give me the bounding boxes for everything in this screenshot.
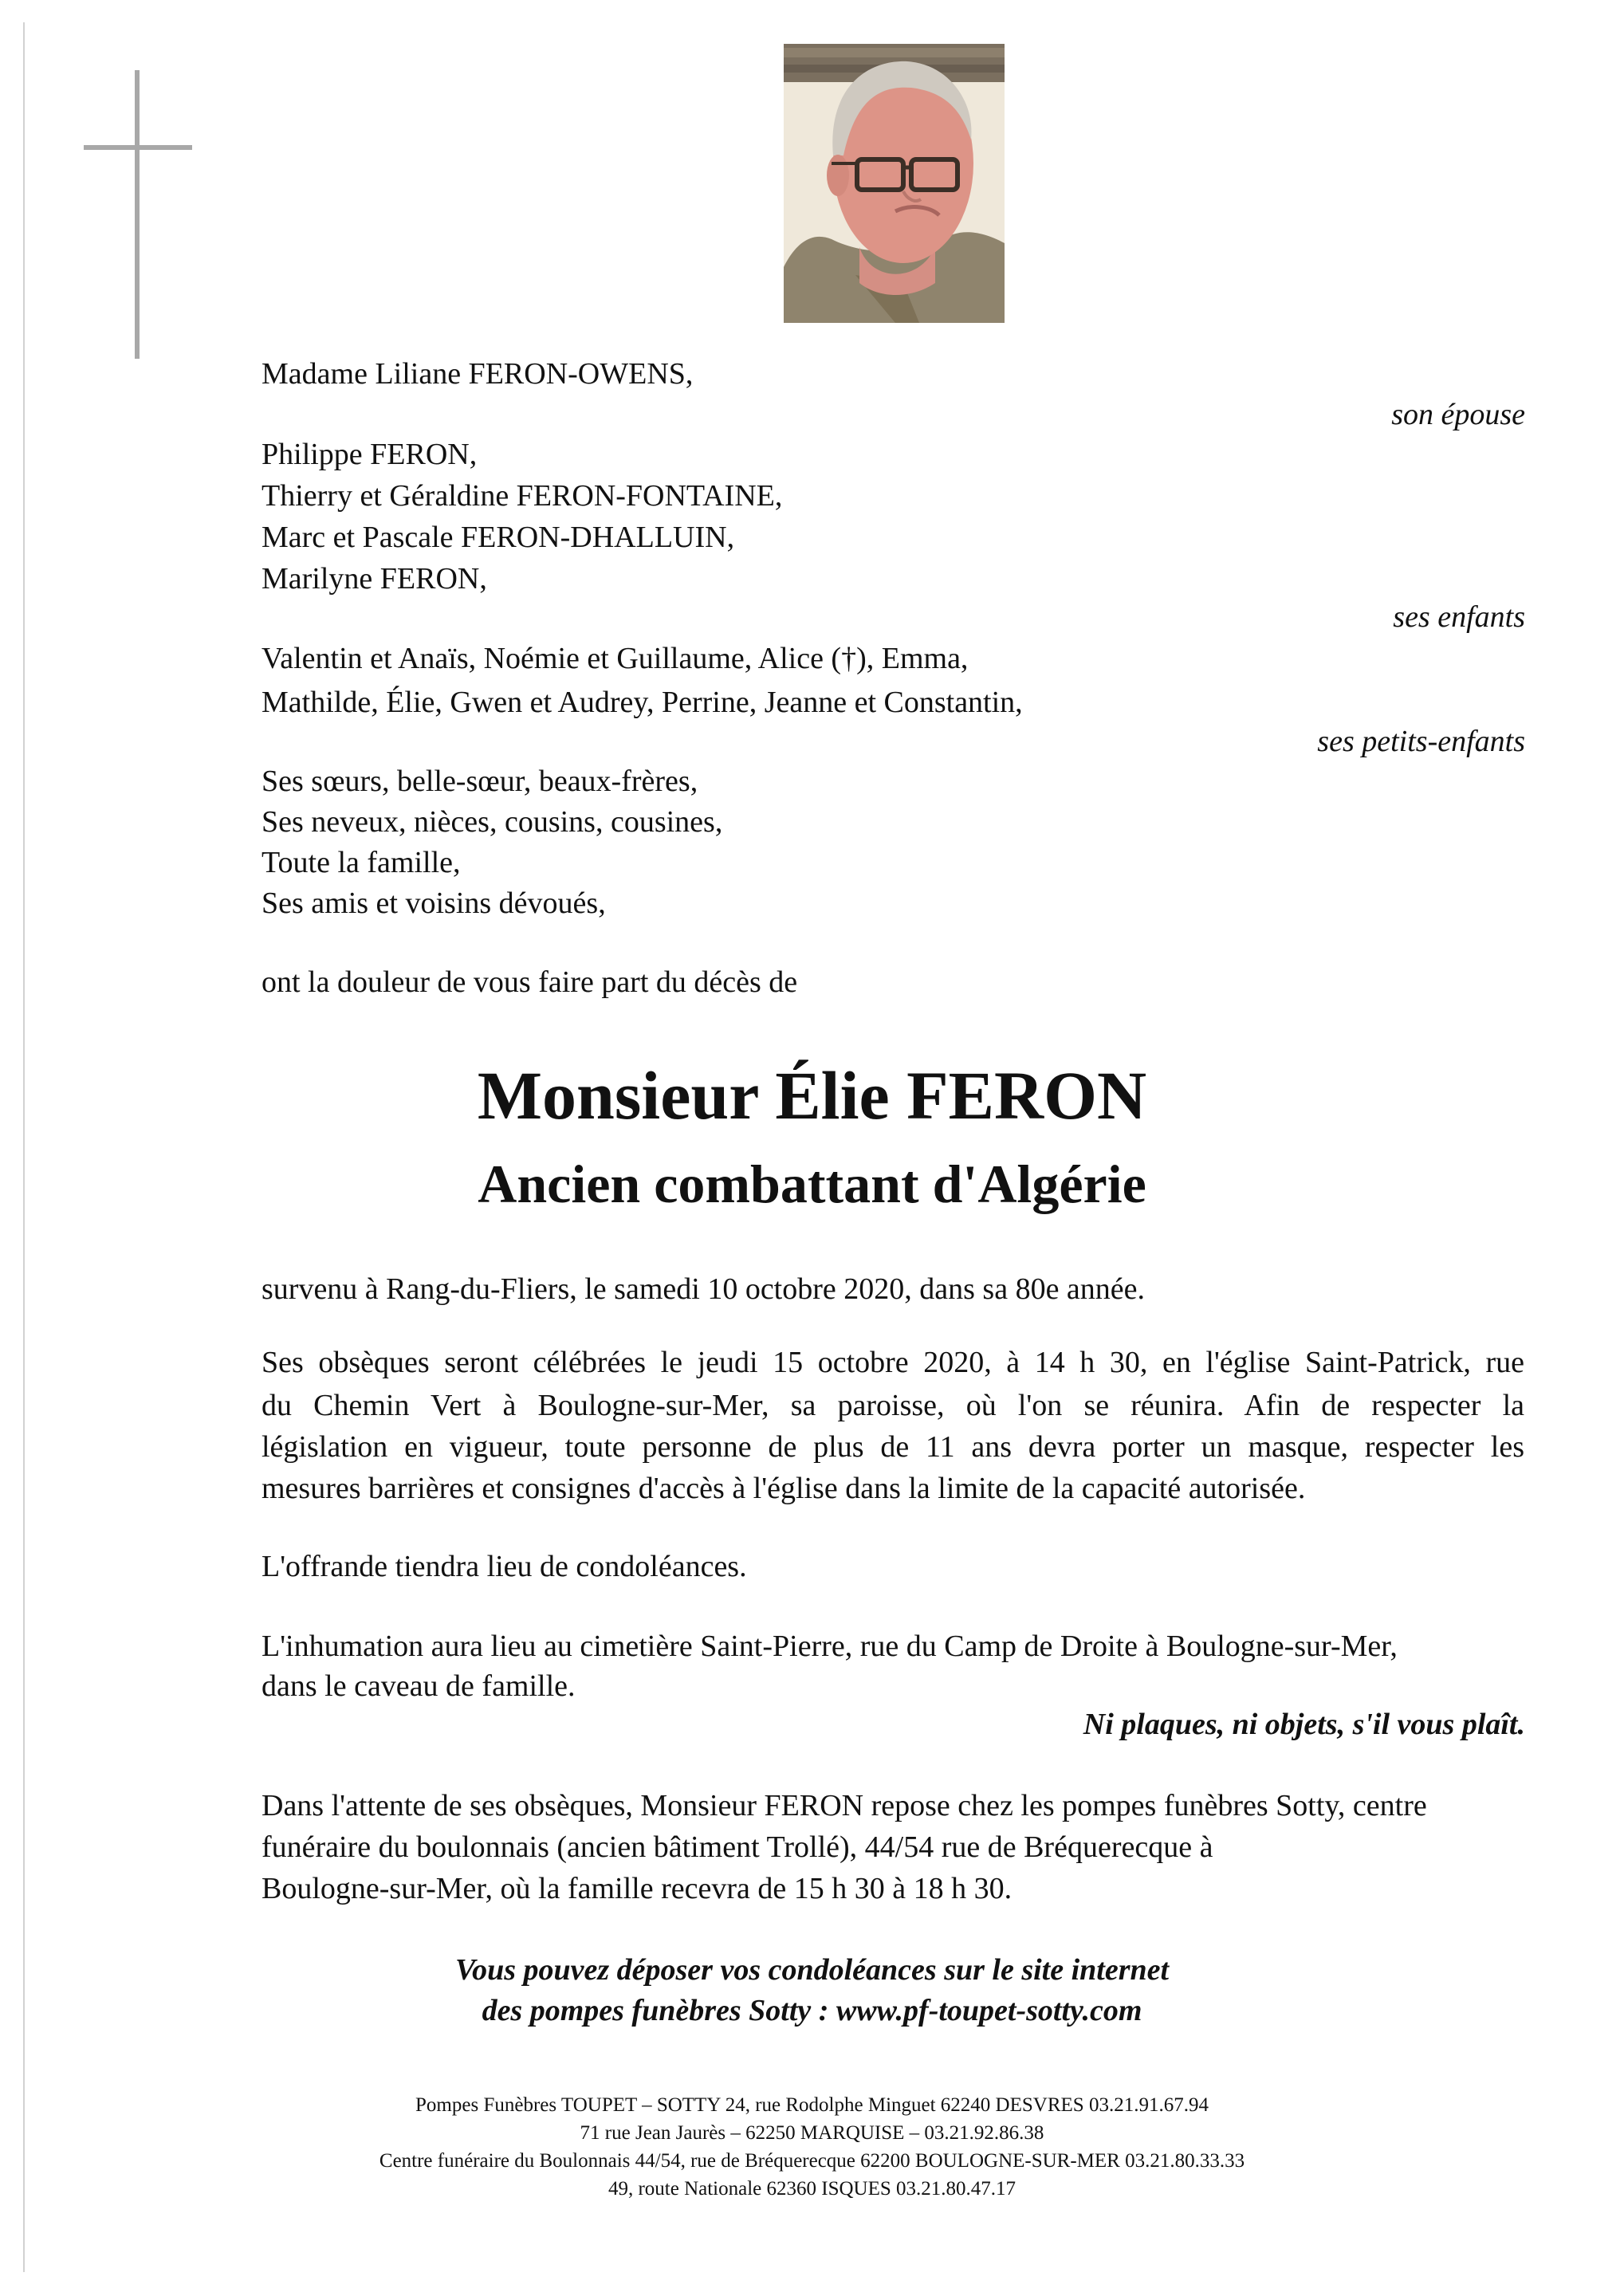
relatives-line: Toute la famille, <box>261 846 461 879</box>
announcement-text: ont la douleur de vous faire part du décès de <box>261 965 798 999</box>
relatives-line: Ses sœurs, belle-sœur, beaux-frères, <box>261 765 698 798</box>
relatives-line: Ses amis et voisins dévoués, <box>261 887 606 920</box>
viewing-line: Boulogne-sur-Mer, où la famille recevra de 15 h 30 à 18 h 30. <box>261 1872 1013 1905</box>
no-flowers-note: Ni plaques, ni objets, s'il vous plaît. <box>1083 1708 1525 1741</box>
deceased-title: Ancien combattant d'Algérie <box>478 1154 1146 1214</box>
footer-line: Centre funéraire du Boulonnais 44/54, rue de Bréquerecque 62200 BOULOGNE-SUR-MER 03.21.80.33.33 <box>379 2150 1245 2172</box>
cross-horizontal-bar <box>84 145 192 150</box>
burial-line: L'inhumation aura lieu au cimetière Saint-Pierre, rue du Camp de Droite à Boulogne-sur-Mer, <box>261 1630 1398 1663</box>
footer-line: Pompes Funèbres TOUPET – SOTTY 24, rue Rodolphe Minguet 62240 DESVRES 03.21.91.67.94 <box>415 2094 1209 2116</box>
child-name: Thierry et Géraldine FERON-FONTAINE, <box>261 479 783 513</box>
funeral-line: législation en vigueur, toute personne de plus de 11 ans devra porter un masque, respecter les <box>261 1430 1524 1464</box>
child-name: Marc et Pascale FERON-DHALLUIN, <box>261 521 735 554</box>
cross-vertical-bar <box>135 70 140 359</box>
funeral-line: du Chemin Vert à Boulogne-sur-Mer, sa paroisse, où l'on se réunira. Afin de respecter la <box>261 1389 1524 1422</box>
viewing-line: funéraire du boulonnais (ancien bâtiment Trollé), 44/54 rue de Bréquerecque à <box>261 1830 1213 1864</box>
relatives-line: Ses neveux, nièces, cousins, cousines, <box>261 805 723 839</box>
portrait-illustration <box>784 44 1005 323</box>
viewing-line: Dans l'attente de ses obsèques, Monsieur FERON repose chez les pompes funèbres Sotty, centre <box>261 1789 1427 1822</box>
funeral-line: Ses obsèques seront célébrées le jeudi 15 octobre 2020, à 14 h 30, en l'église Saint-Patrick, rue <box>261 1346 1524 1379</box>
burial-line: dans le caveau de famille. <box>261 1669 576 1703</box>
spouse-name: Madame Liliane FERON-OWENS, <box>261 357 694 391</box>
grandchildren-line: Mathilde, Élie, Gwen et Audrey, Perrine, Jeanne et Constantin, <box>261 686 1023 719</box>
children-role: ses enfants <box>1393 600 1525 634</box>
grandchildren-role: ses petits-enfants <box>1317 725 1525 758</box>
condolences-website-line[interactable]: des pompes funèbres Sotty : www.pf-toupet-sotty.com <box>482 1994 1142 2027</box>
funeral-line: mesures barrières et consignes d'accès à l'église dans la limite de la capacité autorisée. <box>261 1472 1306 1505</box>
page-margin-line <box>23 22 25 2272</box>
offering-text: L'offrande tiendra lieu de condoléances. <box>261 1550 747 1583</box>
condolences-line: Vous pouvez déposer vos condoléances sur le site internet <box>454 1953 1170 1987</box>
deceased-name: Monsieur Élie FERON <box>477 1057 1147 1134</box>
portrait-photo <box>784 44 1005 323</box>
spouse-role: son épouse <box>1391 398 1525 431</box>
child-name: Marilyne FERON, <box>261 562 487 596</box>
death-details: survenu à Rang-du-Fliers, le samedi 10 octobre 2020, dans sa 80e année. <box>261 1272 1146 1306</box>
footer-line: 71 rue Jean Jaurès – 62250 MARQUISE – 03.21.92.86.38 <box>580 2122 1044 2144</box>
footer-line: 49, route Nationale 62360 ISQUES 03.21.80.47.17 <box>608 2178 1016 2200</box>
grandchildren-line: Valentin et Anaïs, Noémie et Guillaume, Alice (†), Emma, <box>261 642 969 675</box>
child-name: Philippe FERON, <box>261 438 478 471</box>
